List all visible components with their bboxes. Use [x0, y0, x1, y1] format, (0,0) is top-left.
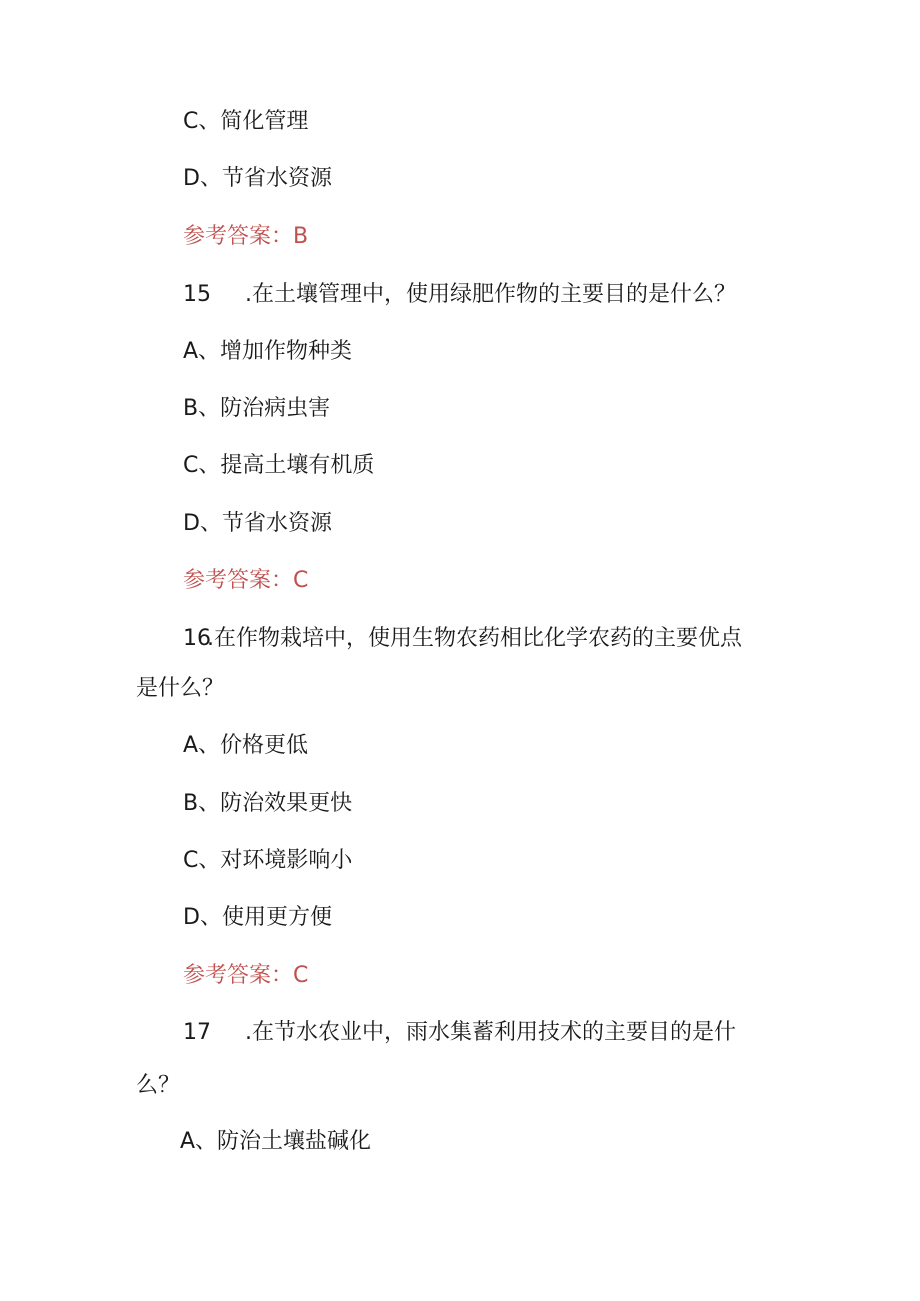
option-b: B、防治病虫害: [183, 396, 331, 421]
question-number: 15: [183, 282, 211, 307]
question-text: .在作物栽培中，使用生物农药相比化学农药的主要优点: [207, 626, 742, 651]
question-number: 17: [183, 1020, 211, 1045]
question-17: [183, 1018, 736, 1048]
question-text: .在节水农业中，雨水集蓄利用技术的主要目的是什: [245, 1020, 736, 1045]
option-d: D、使用更方便: [183, 905, 332, 930]
option-c: C、提高土壤有机质: [183, 453, 375, 478]
question-16: [183, 624, 742, 654]
question-text-continued: 么？: [136, 1073, 181, 1098]
option-c: C、对环境影响小: [183, 848, 353, 873]
option-b: B、防治效果更快: [183, 791, 353, 816]
option-a: A、价格更低: [183, 733, 309, 758]
option-d: D、节省水资源: [183, 511, 332, 536]
question-text-continued: 是什么？: [136, 676, 225, 701]
question-text: .在土壤管理中，使用绿肥作物的主要目的是什么？: [245, 282, 736, 307]
reference-answer: 参考答案：C: [183, 568, 309, 593]
question-number: 16: [183, 626, 211, 651]
option-c: C、简化管理: [183, 109, 309, 134]
option-d: D、节省水资源: [183, 166, 332, 191]
question-15: [183, 280, 736, 310]
option-a: A、增加作物种类: [183, 339, 353, 364]
reference-answer: 参考答案：C: [183, 963, 309, 988]
option-a: A、防治土壤盐碱化: [180, 1129, 372, 1154]
reference-answer: 参考答案：B: [183, 224, 309, 249]
